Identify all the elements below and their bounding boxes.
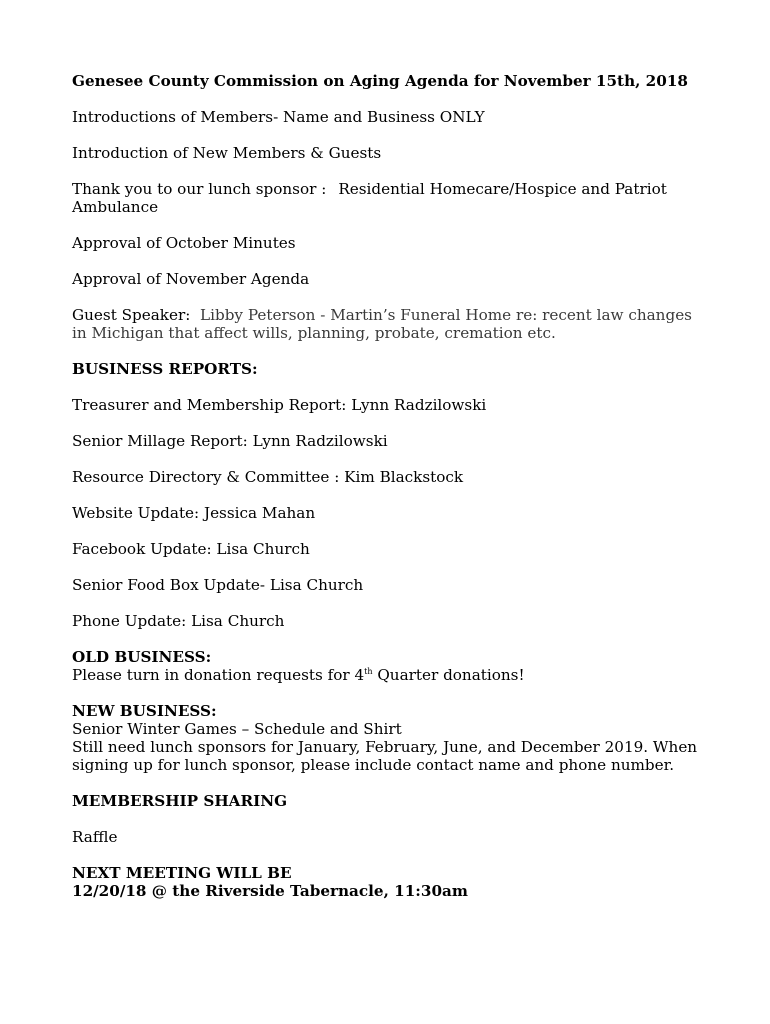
membership-sharing-heading: MEMBERSHIP SHARING (72, 792, 288, 810)
agenda-item-sponsor (72, 180, 702, 216)
old-business-heading: OLD BUSINESS: (72, 648, 212, 666)
new-business-lunch-sponsors: Still need lunch sponsors for January, February, June, and December 2019. When signing up for lunch sponsor, please include contact name and phone number. (72, 738, 698, 774)
guest-speaker-detail: Libby Peterson - Martin’s Funeral Home re: recent law changes in Michigan that affect wills, planning, probate, cremation etc. (72, 306, 692, 342)
new-business-winter-games: Senior Winter Games – Schedule and Shirt (72, 720, 402, 738)
agenda-item-introductions: Introductions of Members- Name and Business ONLY (72, 108, 485, 126)
agenda-title: Genesee County Commission on Aging Agenda for November 15th, 2018 (72, 72, 688, 90)
agenda-item-new-members: Introduction of New Members & Guests (72, 144, 382, 162)
agenda-item-guest-speaker (72, 306, 702, 342)
report-senior-food-box: Senior Food Box Update- Lisa Church (72, 576, 364, 594)
old-business-text-after: Quarter donations! (372, 666, 525, 684)
old-business-superscript: th (364, 667, 373, 676)
guest-speaker-label: Guest Speaker: (72, 306, 191, 324)
agenda-item-october-minutes: Approval of October Minutes (72, 234, 296, 252)
new-business-heading: NEW BUSINESS: (72, 702, 217, 720)
report-facebook: Facebook Update: Lisa Church (72, 540, 310, 558)
sponsor-label: Thank you to our lunch sponsor : (72, 180, 327, 198)
report-phone: Phone Update: Lisa Church (72, 612, 285, 630)
agenda-item-november-agenda: Approval of November Agenda (72, 270, 310, 288)
report-website: Website Update: Jessica Mahan (72, 504, 316, 522)
next-meeting-heading: NEXT MEETING WILL BE (72, 864, 292, 882)
next-meeting-details: 12/20/18 @ the Riverside Tabernacle, 11:30am (72, 882, 468, 900)
old-business-text (72, 666, 702, 684)
agenda-document (72, 72, 702, 918)
report-resource-directory: Resource Directory & Committee : Kim Blackstock (72, 468, 464, 486)
report-senior-millage: Senior Millage Report: Lynn Radzilowski (72, 432, 388, 450)
old-business-text-before: Please turn in donation requests for 4 (72, 666, 365, 684)
report-treasurer: Treasurer and Membership Report: Lynn Radzilowski (72, 396, 487, 414)
raffle-item: Raffle (72, 828, 118, 846)
sponsor-name: Residential Homecare/Hospice and Patriot Ambulance (72, 180, 667, 216)
business-reports-heading: BUSINESS REPORTS: (72, 360, 258, 378)
